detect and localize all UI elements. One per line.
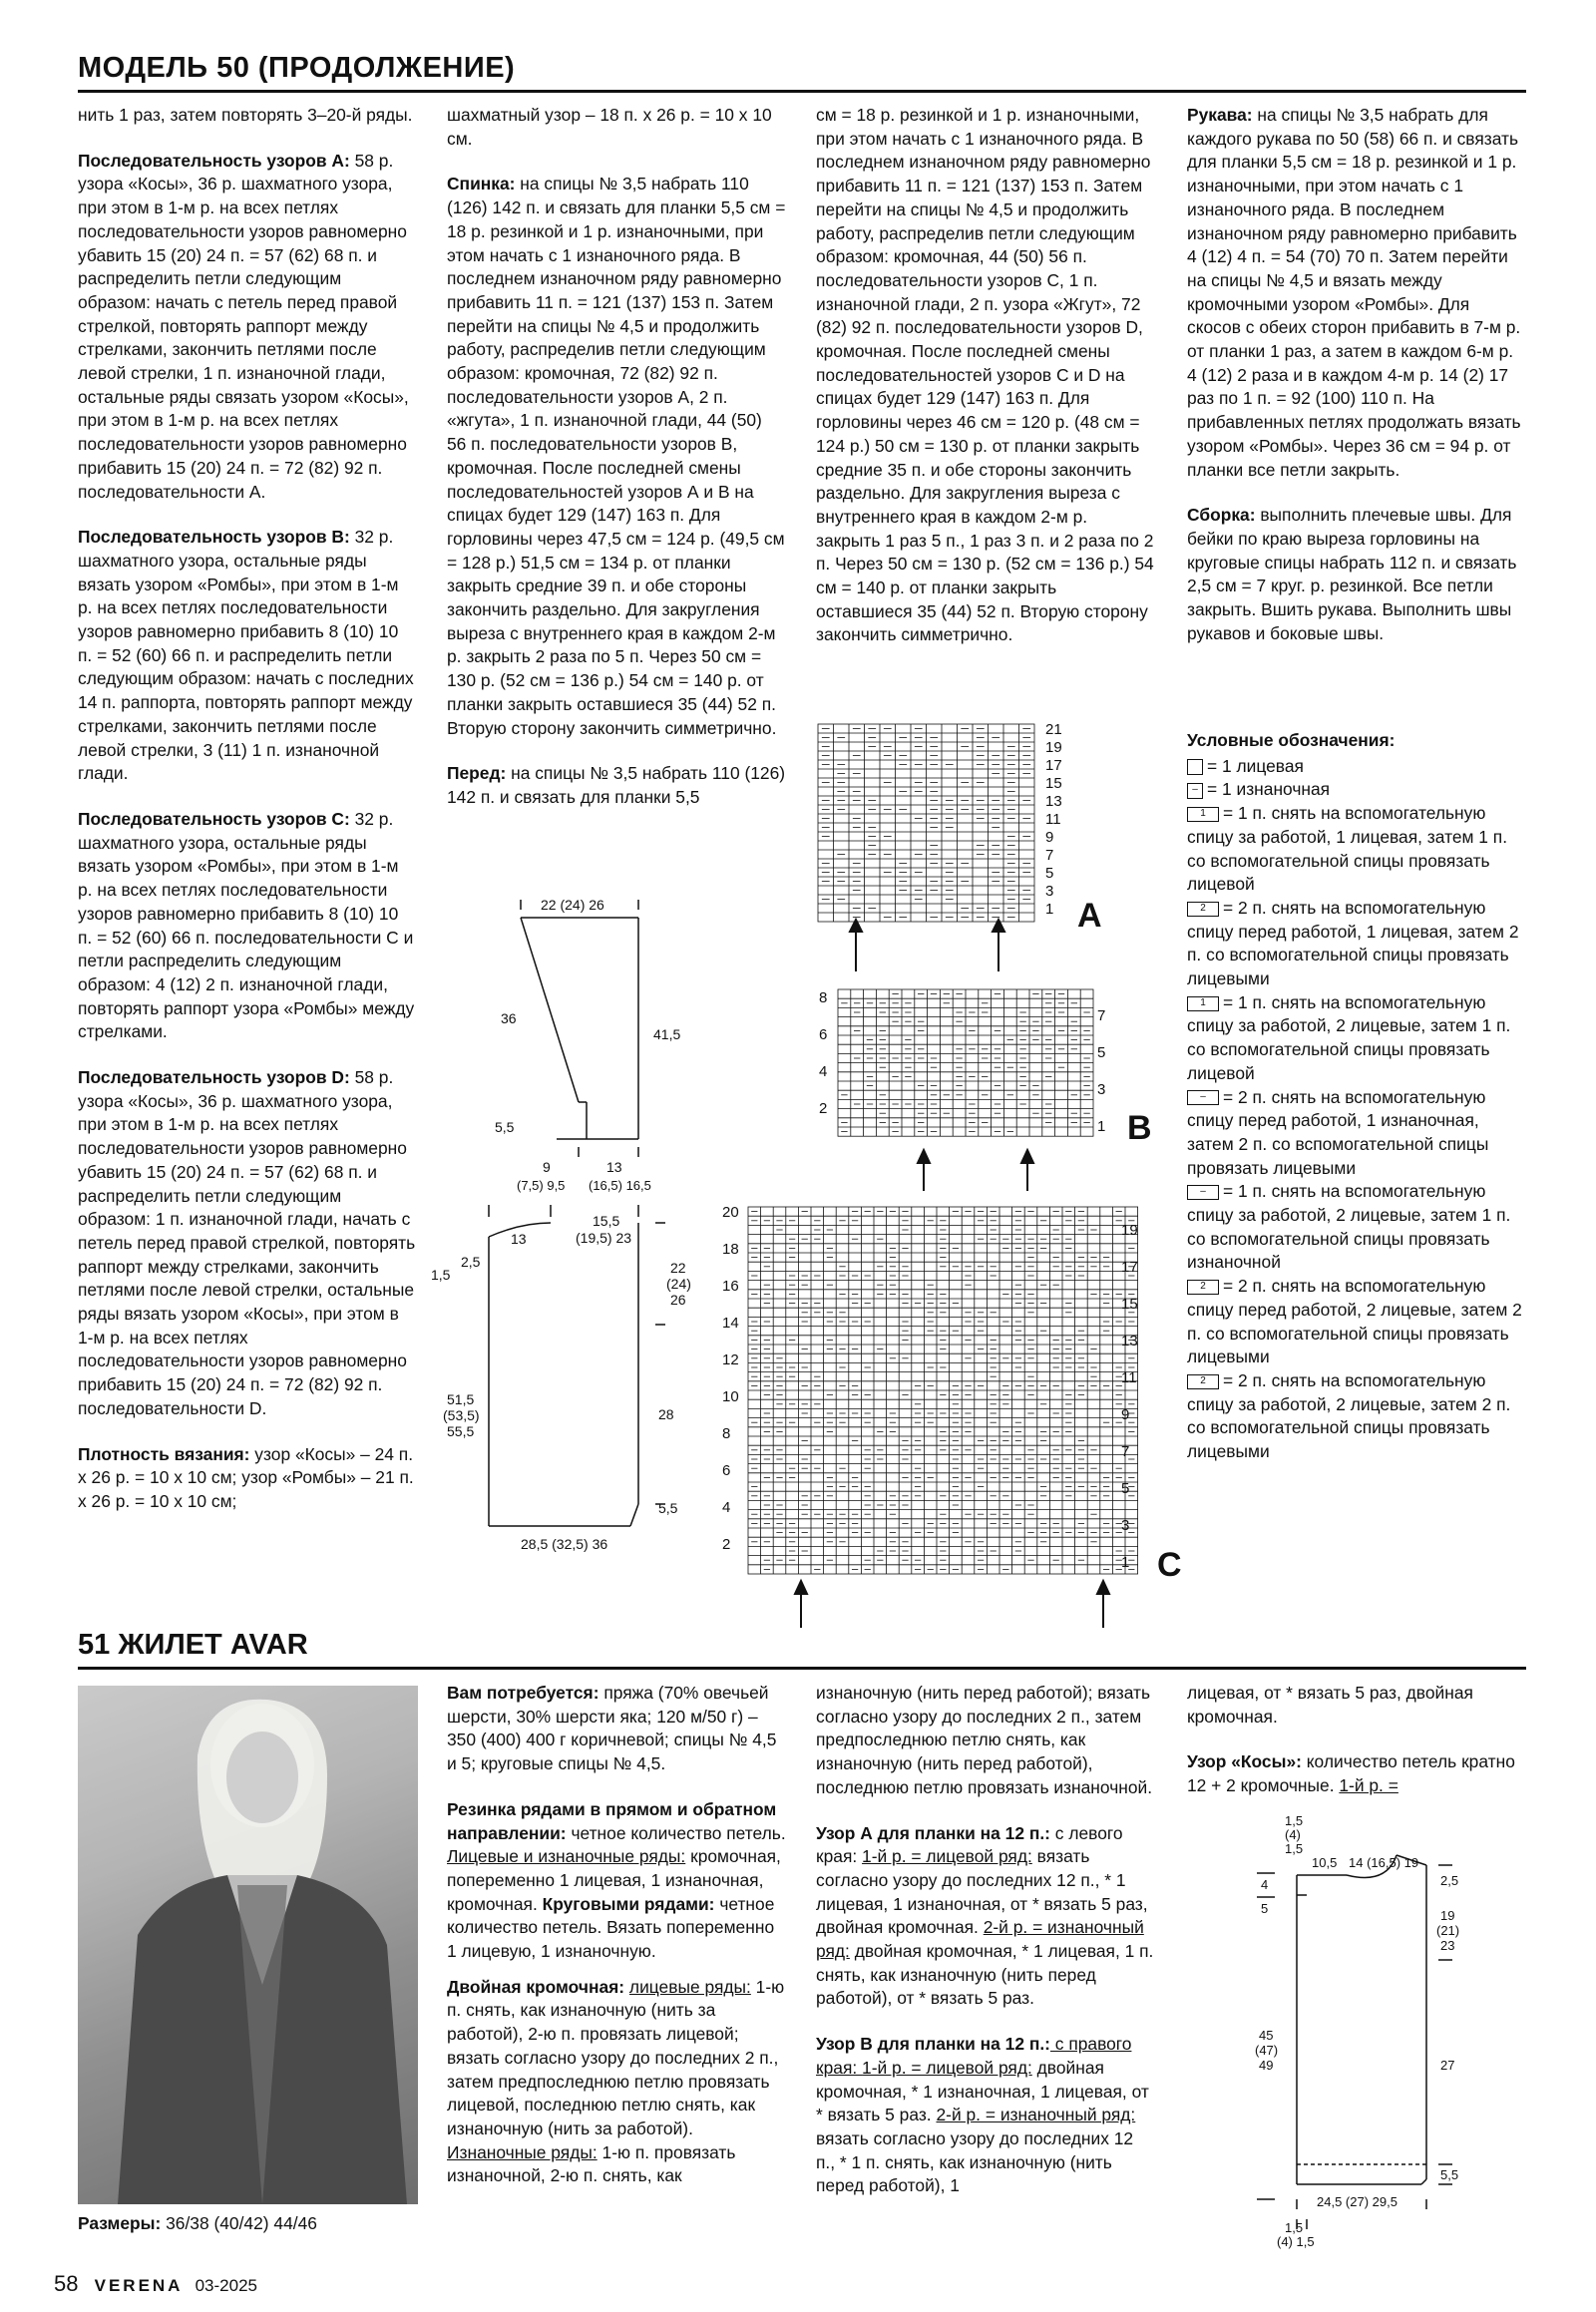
dim-text: (53,5) — [443, 1407, 480, 1423]
dim-text: 14 (16,5) 19 — [1349, 1855, 1419, 1870]
dim-text: 1,5 — [1285, 2220, 1304, 2235]
chart-row-label: 7 — [1045, 847, 1054, 864]
paragraph-sequence-d: Последовательность узоров D: 58 р. узора «Косы», 36 р. шахматного узора, при этом в 1-м р. на всех петлях последовательности узоров равномерно убавить 15 (20) 24 п. = 57 (62) 68 п. и распределить петли следующим образом: 1 п. изнаночной глади, начать с петель перед правой стрелкой, повторять раппорт между стрелками, закончить петлями после левой стрелки, остальные ряды вязать узором «Косы», при этом в 1-м р. на всех петлях последовательности узоров равномерно прибавить 15 (20) 24 п. = 72 (82) 92 п. последовательности D. — [78, 1067, 416, 1418]
legend-item: 1 = 1 п. снять на вспомогательную спицу за работой, 2 лицевые, затем 1 п. со вспомогательной спицы провязать лицевой — [1187, 991, 1511, 1083]
dim-text: (7,5) 9,5 — [517, 1178, 566, 1193]
chart-b-arrows — [898, 1147, 1097, 1191]
cable-2-2b-symbol-icon: 2 — [1187, 1374, 1219, 1389]
paragraph-gauge: Плотность вязания: узор «Косы» – 24 п. х 26 р. = 10 х 10 см; узор «Ромбы» – 21 п. х 26 р. = 10 х 10 см; — [78, 1443, 414, 1511]
dim-text: (24) — [666, 1276, 691, 1292]
cable-1-1-symbol-icon: 1 — [1187, 807, 1219, 822]
cable-1-2p-symbol-icon: – — [1187, 1185, 1219, 1200]
chart-row-label: 2 — [722, 1536, 731, 1553]
chart-row-label: 9 — [1121, 1406, 1130, 1423]
chart-row-label: 9 — [1045, 829, 1054, 846]
dim-text: 49 — [1259, 2058, 1274, 2073]
dim-text: 28,5 (32,5) 36 — [521, 1536, 608, 1552]
dim-text: 5 — [1261, 1901, 1269, 1916]
vest-schematic — [1217, 1813, 1516, 2249]
dim-text: 2,5 — [1440, 1873, 1459, 1888]
dim-text: 51,5 — [447, 1391, 475, 1407]
cable-2-1-symbol-icon: 2 — [1187, 902, 1219, 917]
text-column-51-3 — [816, 1682, 1155, 2220]
dim-text: 22 — [670, 1260, 686, 1276]
page-number: 58 — [54, 2271, 79, 2296]
paragraph-assembly: Сборка: выполнить плечевые швы. Для бейки по краю выреза горловины на круговые спицы набрать 112 п. и связать 2,5 см = 7 круг. р. резинкой. Все петли закрыть. Вшить рукава. Выполнить швы рукавов и боковые швы. — [1187, 505, 1517, 643]
dim-text: 26 — [670, 1292, 686, 1308]
paragraph-pattern-b: Узор В для планки на 12 п.: с правого края: 1-й р. = лицевой ряд: двойная кромочная, * 1 изнаночная, 1 лицевая, от * вязать 5 раз. 2-й р. = изнаночный ряд: вязать согласно узору до последних 12 п., * 1 п. снять, как изнаночную (нить перед работой), 1 — [816, 2034, 1149, 2196]
dim-text: 1,5 — [431, 1267, 451, 1283]
chart-row-label: 7 — [1121, 1443, 1130, 1460]
dim-text: 36 — [501, 1010, 517, 1026]
legend-item: = 1 лицевая — [1187, 755, 1526, 779]
dim-text: (4) 1,5 — [1277, 2234, 1315, 2249]
chart-row-label: 3 — [1097, 1081, 1106, 1098]
dim-text: 55,5 — [447, 1423, 475, 1439]
dim-text: 4 — [1261, 1877, 1269, 1892]
chart-b — [816, 987, 1152, 1147]
arrow-icon — [918, 1150, 1033, 1191]
chart-row-label: 13 — [1121, 1333, 1138, 1349]
dim-text: 28 — [658, 1406, 674, 1422]
chart-row-label: 14 — [722, 1315, 739, 1332]
paragraph: нить 1 раз, затем повторять 3–20-й ряды. — [78, 105, 413, 125]
paragraph-back: Спинка: на спицы № 3,5 набрать 110 (126) 142 п. и связать для планки 5,5 см = 18 р. резинкой и 1 р. изнаночными, при этом начать с 1 изнаночного ряда. В последнем изнаночном ряду равномерно прибавить 11 п. = 121 (137) 153 п. Затем перейти на спицы № 4,5 и продолжить работу, распределив петли следующим образом: кромочная, 72 (82) 92 п. последовательности узоров А, 2 п. «жгута», 1 п. изнаночной глади, 44 (50) 56 п. последовательности узоров В, кромочная. После последней смены последовательностей узоров А и В на спицах будет 129 (147) 163 п. Для горловины через 47,5 см = 124 р. (49,5 см = 128 р.) 51,5 см = 134 р. от планки закрыть средние 39 п. и обе стороны закончить раздельно. Для закругления выреза с внутреннего края в каждом 2-м р. закрыть 2 раза по 5 п. Через 50 см = 130 р. (52 см = 136 р.) 54 см = 140 р. от планки закрыть оставшиеся 35 (44) 52 п. Вторую сторону закончить симметрично. — [447, 174, 786, 738]
chart-row-label: 5 — [1045, 865, 1054, 882]
chart-label: B — [1127, 1109, 1152, 1147]
chart-row-label: 17 — [1121, 1259, 1138, 1276]
dim-text: 9 — [543, 1159, 551, 1175]
cable-2-1p-symbol-icon: – — [1187, 1090, 1219, 1105]
chart-row-label: 8 — [722, 1425, 731, 1442]
dim-text: (4) — [1285, 1827, 1301, 1842]
chart-row-label: 1 — [1097, 1118, 1106, 1135]
dim-text: 10,5 — [1312, 1855, 1338, 1870]
chart-row-label: 11 — [1121, 1369, 1137, 1386]
back-schematic — [439, 888, 681, 1193]
legend-title: Условные обозначения: — [1187, 730, 1396, 750]
chart-row-label: 17 — [1045, 757, 1062, 774]
paragraph-materials: Вам потребуется: пряжа (70% овечьей шерсти, 30% шерсти яка; 120 м/50 г) – 350 (400) 400 г коричневой; спицы № 4,5 и 5; круговые спицы № 4,5. — [447, 1683, 777, 1774]
chart-row-label: 6 — [722, 1462, 731, 1479]
paragraph-double-edge: Двойная кромочная: лицевые ряды: 1-ю п. снять, как изнаночную (нить за работой), 2-ю п. провязать лицевой; вязать согласно узору до последних 2 п., затем предпоследнюю петлю провязать лицевой, последнюю петлю снять, как изнаночную (нить за работой). Изнаночные ряды: 1-ю п. провязать изнаночной, 2-ю п. снять, как — [447, 1976, 785, 2186]
dim-text: 2,5 — [461, 1254, 481, 1270]
paragraph: шахматный узор – 18 п. х 26 р. = 10 х 10 см. — [447, 105, 772, 149]
dim-text: 24,5 (27) 29,5 — [1317, 2194, 1397, 2209]
legend-item: 1 = 1 п. снять на вспомогательную спицу за работой, 1 лицевая, затем 1 п. со вспомогательной спицы провязать лицевой — [1187, 803, 1508, 895]
text-column-2 — [447, 104, 786, 832]
cable-2-2-symbol-icon: 2 — [1187, 1280, 1219, 1295]
arrow-icon — [850, 920, 1004, 971]
chart-row-label: 1 — [1045, 901, 1054, 918]
chart-row-label: 18 — [722, 1241, 739, 1258]
paragraph: лицевая, от * вязать 5 раз, двойная кромочная. — [1187, 1683, 1473, 1727]
legend-item: 2 = 2 п. снять на вспомогательную спицу за работой, 2 лицевые, затем 2 п. со вспомогательной спицы провязать лицевыми — [1187, 1369, 1511, 1462]
paragraph-front: Перед: на спицы № 3,5 набрать 110 (126) 142 п. и связать для планки 5,5 — [447, 763, 786, 807]
text-column-4 — [1187, 104, 1526, 667]
chart-row-label: 1 — [1121, 1554, 1130, 1571]
chart-row-label: 8 — [819, 989, 828, 1006]
chart-row-label: 13 — [1045, 793, 1062, 810]
chart-row-label: 10 — [722, 1388, 739, 1405]
page-title: МОДЕЛЬ 50 (ПРОДОЛЖЕНИЕ) — [78, 52, 516, 84]
legend-item: 2 = 2 п. снять на вспомогательную спицу перед работой, 2 лицевые, затем 2 п. со вспомогательной спицы провязать лицевыми — [1187, 1276, 1522, 1367]
arrow-icon — [795, 1581, 1109, 1628]
paragraph: изнаночную (нить перед работой); вязать согласно узору до последних 2 п., затем предпоследнюю петлю снять, как изнаночную (нить перед работой), последнюю петлю провязать изнаночной. — [816, 1683, 1153, 1797]
chart-row-label: 20 — [722, 1204, 739, 1221]
title-rule — [78, 90, 1526, 93]
dim-text: 13 — [511, 1231, 527, 1247]
chart-a — [816, 722, 1115, 942]
paragraph-sequence-c: Последовательность узоров С: 32 р. шахматного узора, остальные ряды вязать узором «Ромбы», при этом в 1-м р. на всех петлях последовательности узоров равномерно прибавить 8 (10) 10 п. = 52 (60) 66 п. последовательности С и петли распределить следующим образом: 4 (12) 2 п. изнаночной глади, повторять раппорт узора «Ромбы» между стрелками. — [78, 808, 415, 1042]
chart-row-label: 19 — [1045, 739, 1062, 756]
legend-item: 2 = 2 п. снять на вспомогательную спицу перед работой, 1 лицевая, затем 2 п. со вспомогательной спицы провязать лицевыми — [1187, 897, 1519, 989]
dim-text: 15,5 — [593, 1213, 620, 1229]
paragraph-rib: Резинка рядами в прямом и обратном направлении: четное количество петель. Лицевые и изнаночные ряды: кромочная, попеременно 1 лицевая, 1 изнаночная, кромочная. Круговыми рядами: четное количество петель. Вязать попеременно 1 лицевую, 1 изнаночную. — [447, 1798, 786, 1962]
paragraph-braids: Узор «Косы»: количество петель кратно 12 + 2 кромочные. 1-й р. = — [1187, 1751, 1515, 1796]
model-photo — [78, 1686, 418, 2204]
woman-in-vest-photo-icon — [78, 1686, 418, 2204]
chart-row-label: 15 — [1045, 775, 1062, 792]
dim-text: 22 (24) 26 — [541, 897, 604, 913]
chart-row-label: 3 — [1045, 883, 1054, 900]
chart-row-label: 2 — [819, 1100, 828, 1117]
chart-row-label: 3 — [1121, 1517, 1130, 1534]
dim-text: (19,5) 23 — [576, 1230, 632, 1246]
dim-text: 5,5 — [1440, 2167, 1459, 2182]
sizes-text: Размеры: 36/38 (40/42) 44/46 — [78, 2213, 317, 2233]
dim-text: 19 — [1440, 1908, 1455, 1923]
front-schematic — [431, 1205, 691, 1594]
dim-text: (16,5) 16,5 — [589, 1178, 651, 1193]
dim-text: 45 — [1259, 2028, 1274, 2043]
cable-1-2-symbol-icon: 1 — [1187, 996, 1219, 1011]
text-column-51-2 — [447, 1682, 786, 2210]
chart-row-label: 5 — [1097, 1044, 1106, 1061]
dim-text: (47) — [1255, 2043, 1279, 2058]
dim-text: 27 — [1440, 2058, 1455, 2073]
chart-c — [716, 1197, 1195, 1596]
legend-item: – = 2 п. снять на вспомогательную спицу перед работой, 1 изнаночная, затем 2 п. со вспомогательной спицы провязать лицевыми — [1187, 1086, 1489, 1178]
chart-row-label: 16 — [722, 1278, 739, 1295]
purl-symbol-icon: – — [1187, 783, 1203, 799]
dim-text: (21) — [1436, 1923, 1460, 1938]
magazine-name: VERENA — [94, 2276, 184, 2295]
text-column-3 — [816, 104, 1155, 669]
chart-label: A — [1077, 897, 1102, 935]
chart-row-label: 12 — [722, 1351, 739, 1368]
chart-label: C — [1157, 1546, 1182, 1584]
section-title-51: 51 ЖИЛЕТ AVAR — [78, 1629, 308, 1661]
chart-row-label: 5 — [1121, 1480, 1130, 1497]
chart-row-label: 7 — [1097, 1007, 1106, 1024]
issue-number: 03-2025 — [195, 2276, 257, 2295]
chart-row-label: 19 — [1121, 1222, 1138, 1239]
chart-row-label: 15 — [1121, 1296, 1138, 1313]
chart-row-label: 11 — [1045, 811, 1061, 828]
dim-text: 13 — [606, 1159, 622, 1175]
dim-text: 5,5 — [495, 1119, 515, 1135]
section-rule — [78, 1667, 1526, 1670]
chart-row-label: 4 — [722, 1499, 731, 1516]
dim-text: 41,5 — [653, 1026, 681, 1042]
paragraph-sleeves: Рукава: на спицы № 3,5 набрать для каждого рукава по 50 (58) 66 п. и связать для планки 5,5 см = 18 р. резинкой и 1 р. изнаночными, при этом начать с 1 изнаночного ряда. В последнем изнаночном ряду равномерно прибавить 4 (12) 4 п. = 54 (70) 70 п. Затем перейти на спицы № 4,5 и вязать между кромочными узором «Ромбы». Для скосов с обеих сторон прибавить в 7-м р. от планки 1 раз, а затем в каждом 6-м р. 4 (12) 2 раза и в каждом 4-м р. 14 (2) 17 раз по 1 п. = 92 (100) 110 п. На прибавленных петлях продолжать вязать узором «Ромбы». Через 36 см = 94 р. от планки все петли закрыть. — [1187, 105, 1521, 480]
dim-text: 1,5 — [1285, 1841, 1304, 1856]
symbol-legend — [1187, 729, 1526, 1464]
knit-symbol-icon — [1187, 759, 1203, 775]
legend-item: – = 1 п. снять на вспомогательную спицу за работой, 2 лицевые, затем 1 п. со вспомогательной спицы провязать изнаночной — [1187, 1181, 1511, 1273]
dim-text: 1,5 — [1285, 1813, 1304, 1828]
paragraph-sequence-a: Последовательность узоров А: 58 р. узора «Косы», 36 р. шахматного узора, при этом в 1-м р. на всех петлях последовательности узоров равномерно убавить 15 (20) 24 п. = 57 (62) 68 п. и распределить петли следующим образом: начать с петель перед правой стрелкой, повторять раппорт между стрелками, закончить петлями после левой стрелки, 1 п. изнаночной глади, остальные ряды связать узором «Косы», при этом в 1-м р. на всех петлях последовательности узоров равномерно прибавить 15 (20) 24 п. = 72 (82) 92 п. последовательности А. — [78, 150, 409, 502]
paragraph-sequence-b: Последовательность узоров В: 32 р. шахматного узора, остальные ряды вязать узором «Ромбы», при этом в 1-м р. на всех петлях последовательности узоров равномерно прибавить 8 (10) 10 п. = 52 (60) 66 п. и распределить петли следующим образом: начать с последних 14 п. раппорта, повторять раппорт между стрелками, закончить петлями после левой стрелки, 3 (11) 1 п. изнаночной глади. — [78, 527, 414, 784]
dim-text: 5,5 — [658, 1500, 678, 1516]
chart-row-label: 6 — [819, 1026, 828, 1043]
dim-text: 23 — [1440, 1938, 1455, 1953]
page-footer — [54, 2271, 257, 2297]
chart-row-label: 4 — [819, 1063, 828, 1080]
paragraph-pattern-a: Узор А для планки на 12 п.: с левого края: 1-й р. = лицевой ряд: вязать согласно узору до последних 12 п., * 1 лицевая, 1 изнаночная, от * вязать 5 раз, двойная кромочная. 2-й р. = изнаночный ряд: двойная кромочная, * 1 лицевая, 1 п. снять, как изнаночную (нить перед работой), от * вязать 5 раз. — [816, 1822, 1154, 2009]
paragraph: см = 18 р. резинкой и 1 р. изнаночными, при этом начать с 1 изнаночного ряда. В последнем изнаночном ряду равномерно прибавить 11 п. = 121 (137) 153 п. Затем перейти на спицы № 4,5 и продолжить работу, распределив петли следующим образом: кромочная, 44 (50) 56 п. последовательности узоров С, 1 п. изнаночной глади, 2 п. узора «Жгут», 72 (82) 92 п. последовательности узоров D, кромочная. После последней смены последовательностей узоров С и D на спицах будет 129 (147) 163 п. Для горловины через 46 см = 120 р. (48 см = 124 р.) 50 см = 130 р. от планки закрыть средние 35 п. и обе стороны закончить раздельно. Для закругления выреза с внутреннего края в каждом 2-м р. закрыть 1 раз 5 п., 1 раз 3 п. и 2 раза по 2 п. Через 50 см = 130 р. (52 см = 136 р.) 54 см = 140 р. от планки закрыть оставшиеся 35 (44) 52 п. Вторую сторону закончить симметрично. — [816, 105, 1154, 645]
text-column-1 — [78, 104, 417, 1536]
legend-item: – = 1 изнаночная — [1187, 778, 1526, 802]
text-column-51-4 — [1187, 1682, 1526, 1820]
chart-row-label: 21 — [1045, 721, 1062, 738]
